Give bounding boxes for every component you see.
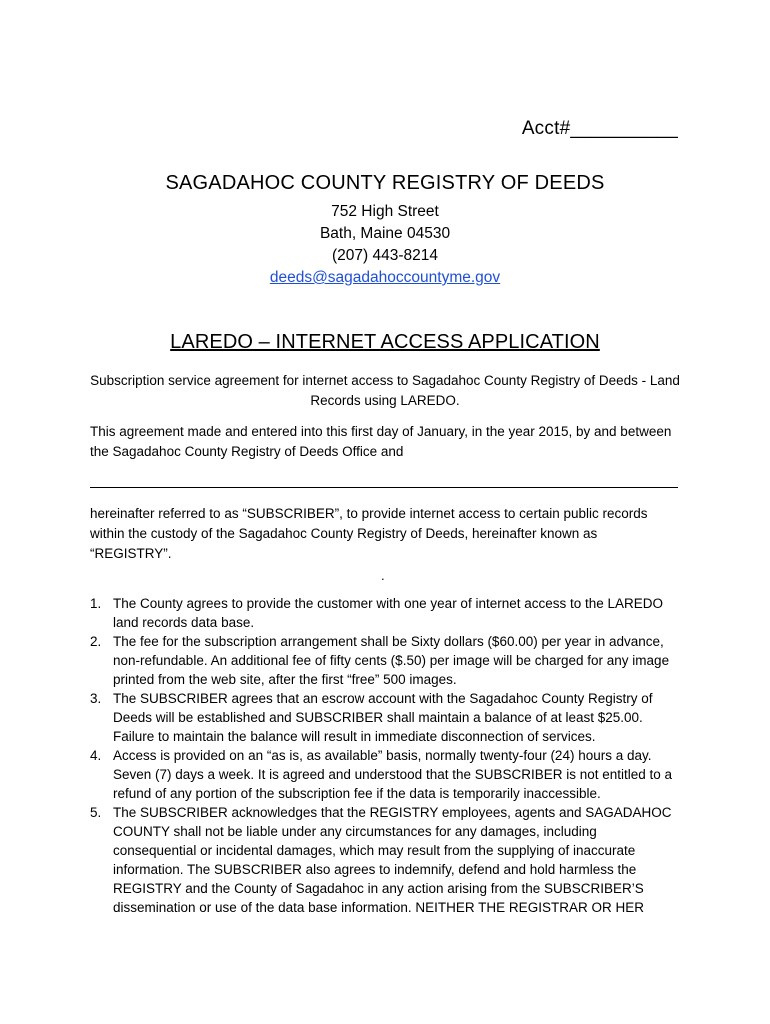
subscriber-name-blank: [90, 487, 678, 488]
email-link[interactable]: deeds@sagadahoccountyme.gov: [269, 269, 501, 286]
agreement-intro: This agreement made and entered into this first day of January, in the year 2015, by and between the Sagadahoc County Registry of Deeds Office and: [90, 424, 672, 459]
term-number: 4.: [90, 748, 102, 763]
phone-number: (207) 443-8214: [332, 247, 438, 264]
section-separator: .: [381, 568, 385, 583]
street-address: 752 High Street: [331, 203, 439, 220]
city-state-zip: Bath, Maine 04530: [319, 225, 451, 242]
term-item: [90, 632, 680, 689]
agreement-hereinafter: hereinafter referred to as “SUBSCRIBER”, to provide internet access to certain public records within the custody of the Sagadahoc County Registry of Deeds, hereinafter known as “REGISTRY”.: [90, 506, 648, 561]
application-subtitle: Subscription service agreement for internet access to Sagadahoc County Registry of Deeds - Land Records using LAREDO.: [90, 373, 680, 408]
term-number: 5.: [90, 805, 102, 820]
term-number: 1.: [90, 596, 102, 611]
term-item: [90, 689, 680, 746]
registry-header: [0, 172, 770, 289]
term-text: The County agrees to provide the customer with one year of internet access to the LAREDO land records data base.: [113, 596, 664, 630]
term-number: 3.: [90, 691, 102, 706]
term-text: The SUBSCRIBER agrees that an escrow account with the Sagadahoc County Registry of Deeds will be established and SUBSCRIBER shall maintain a balance of at least $25.00. Failure to maintain the balance will result in immediate disconnection of services.: [113, 691, 653, 744]
term-text: The fee for the subscription arrangement shall be Sixty dollars ($60.00) per year in advance, non-refundable. An additional fee of fifty cents ($.50) per image will be charged for any image printed from the web site, after the first “free” 500 images.: [113, 634, 670, 687]
account-number-field: Acct#__________: [521, 118, 678, 139]
terms-list: [90, 594, 680, 917]
term-item: [90, 746, 680, 803]
term-item: [90, 594, 680, 632]
term-text: The SUBSCRIBER acknowledges that the REGISTRY employees, agents and SAGADAHOC COUNTY shall not be liable under any circumstances for any damages, including consequential or incidental damages, which may result from the supplying of inaccurate information. The SUBSCRIBER also agrees to indemnify, defend and hold harmless the REGISTRY and the County of Sagadahoc in any action arising from the SUBSCRIBER’S dissemination or use of the data base information. NEITHER THE REGISTRAR OR HER: [113, 805, 672, 915]
term-item: [90, 803, 680, 917]
term-number: 2.: [90, 634, 102, 649]
registry-name: SAGADAHOC COUNTY REGISTRY OF DEEDS: [165, 172, 605, 194]
application-title: LAREDO – INTERNET ACCESS APPLICATION: [170, 331, 600, 353]
term-text: Access is provided on an “as is, as available” basis, normally twenty-four (24) hours a day. Seven (7) days a week. It is agreed and understood that the SUBSCRIBER is not entitled to a refund of any portion of the subscription fee if the data is temporarily inaccessible.: [113, 748, 673, 801]
